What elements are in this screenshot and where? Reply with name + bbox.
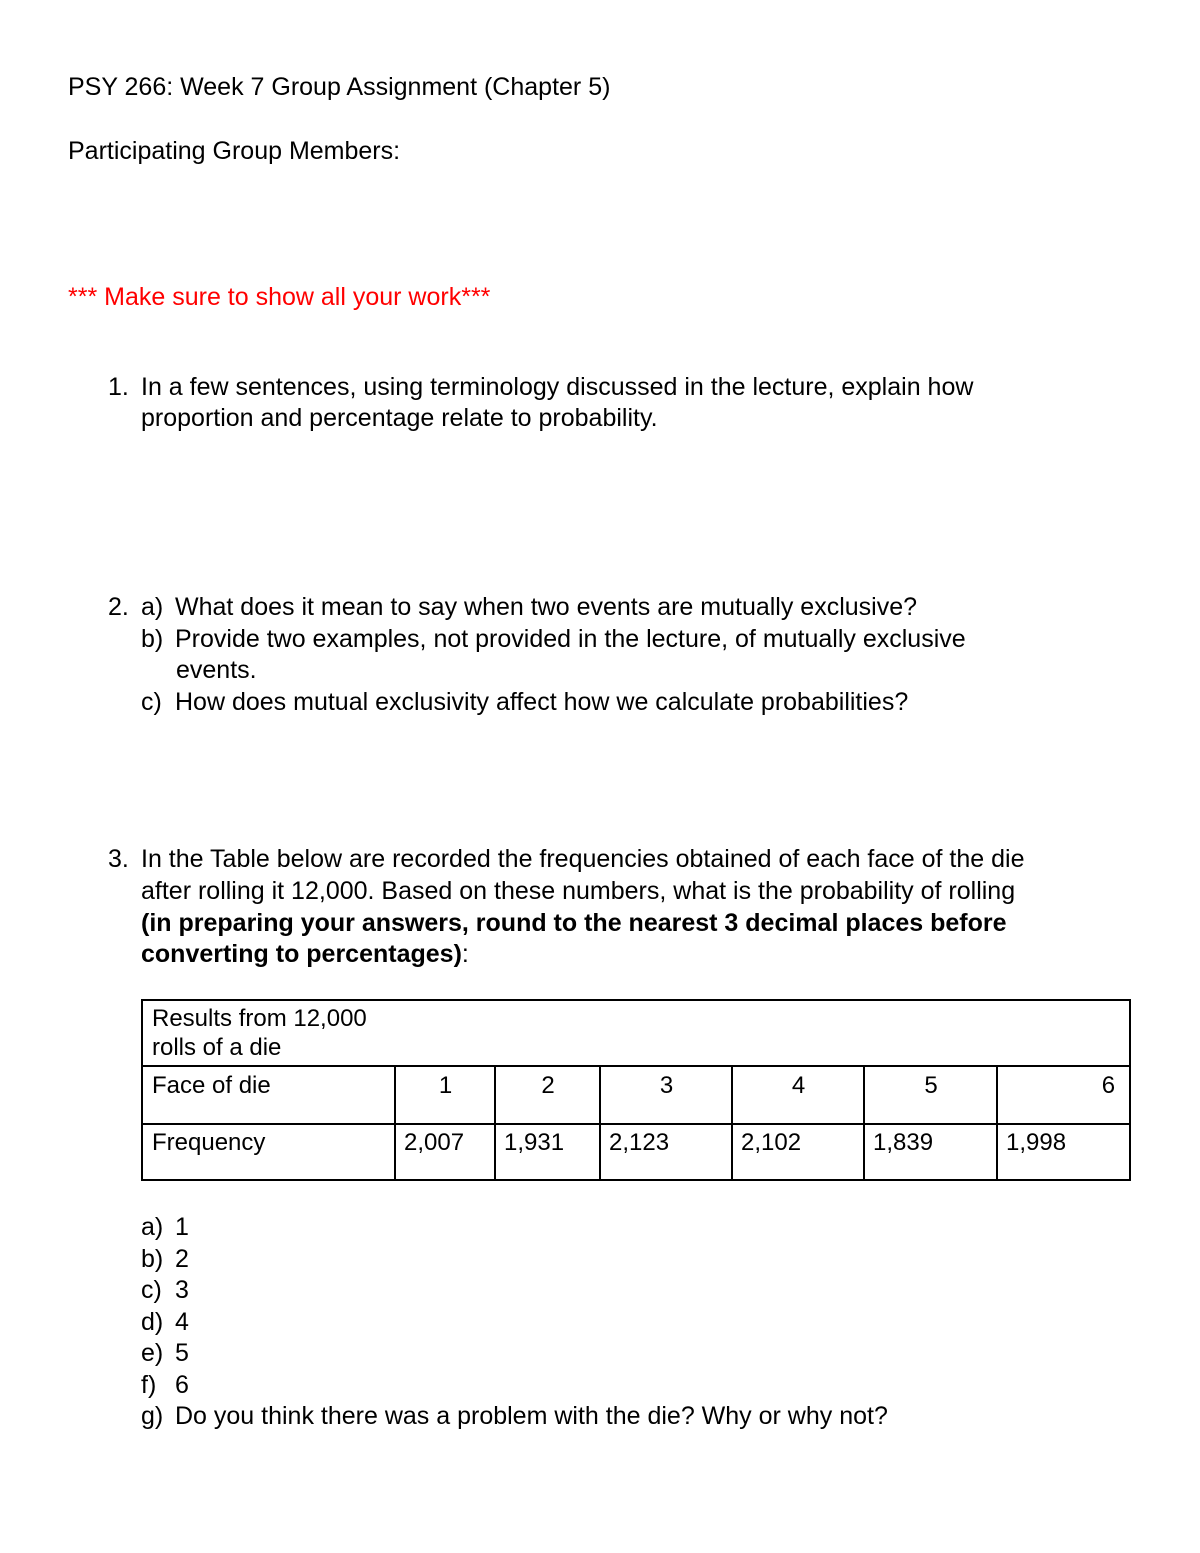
question-3a-label: a) [141, 1213, 164, 1241]
question-3c [141, 1275, 189, 1306]
question-2a [141, 592, 917, 623]
face-5-cell: 5 [864, 1066, 997, 1124]
question-2b-text-continued: events. [176, 656, 257, 684]
question-3b-label: b) [141, 1245, 164, 1273]
question-3-number: 3. [108, 845, 129, 873]
show-work-warning: *** Make sure to show all your work*** [68, 283, 491, 311]
frequency-5-cell: 1,839 [864, 1124, 997, 1180]
question-3-bold-line-2: converting to percentages) [141, 940, 462, 968]
face-6-cell: 6 [997, 1066, 1130, 1124]
question-3a [141, 1212, 189, 1243]
question-3g-label: g) [141, 1402, 164, 1430]
question-3-bold-line-2-wrap [141, 939, 469, 970]
die-frequency-table [141, 999, 1131, 1181]
question-2-number: 2. [108, 593, 129, 621]
question-3b [141, 1244, 189, 1275]
question-2a-text: What does it mean to say when two events are mutually exclusive? [175, 593, 918, 621]
page-title: PSY 266: Week 7 Group Assignment (Chapter 5) [68, 73, 611, 101]
table-caption-line-1: Results from 12,000 [152, 1005, 367, 1032]
table-caption-cell [142, 1000, 1130, 1066]
face-4-cell: 4 [732, 1066, 864, 1124]
question-3e [141, 1338, 189, 1369]
question-3f [141, 1370, 189, 1401]
question-3d-label: d) [141, 1308, 164, 1336]
table-caption-row [142, 1000, 1130, 1066]
question-2b-label: b) [141, 625, 164, 653]
face-3-cell: 3 [600, 1066, 732, 1124]
question-3f-label: f) [141, 1371, 157, 1399]
face-2-cell: 2 [495, 1066, 600, 1124]
face-1-cell: 1 [395, 1066, 495, 1124]
table-face-row [142, 1066, 1130, 1124]
question-1-text: In a few sentences, using terminology discussed in the lecture, explain how proportion and percentage relate to probability. [141, 373, 974, 432]
question-2c [141, 687, 908, 718]
question-2c-text: How does mutual exclusivity affect how we calculate probabilities? [175, 688, 909, 716]
question-3e-label: e) [141, 1339, 164, 1367]
question-3-bold-line-1: (in preparing your answers, round to the nearest 3 decimal places before [141, 909, 1007, 937]
face-label-cell: Face of die [142, 1066, 395, 1124]
table-frequency-row [142, 1124, 1130, 1180]
group-members-label: Participating Group Members: [68, 137, 401, 165]
frequency-3-cell: 2,123 [600, 1124, 732, 1180]
question-3a-text: 1 [175, 1213, 189, 1241]
question-1-number: 1. [108, 373, 129, 401]
question-2b-text: Provide two examples, not provided in the lecture, of mutually exclusive [175, 625, 966, 653]
question-2b [141, 624, 966, 655]
frequency-2-cell: 1,931 [495, 1124, 600, 1180]
question-3g-text: Do you think there was a problem with the die? Why or why not? [175, 1402, 888, 1430]
table-caption-line-2: rolls of a die [152, 1034, 282, 1061]
frequency-1-cell: 2,007 [395, 1124, 495, 1180]
frequency-label-cell: Frequency [142, 1124, 395, 1180]
frequency-4-cell: 2,102 [732, 1124, 864, 1180]
question-3e-text: 5 [175, 1339, 189, 1367]
question-3c-label: c) [141, 1276, 162, 1304]
question-2c-label: c) [141, 688, 162, 716]
question-3d-text: 4 [175, 1308, 189, 1336]
frequency-6-cell: 1,998 [997, 1124, 1130, 1180]
question-3-colon: : [461, 940, 469, 968]
question-3b-text: 2 [175, 1245, 189, 1273]
question-2a-label: a) [141, 593, 164, 621]
question-3g [141, 1401, 888, 1432]
question-3f-text: 6 [175, 1371, 189, 1399]
question-3c-text: 3 [175, 1276, 189, 1304]
question-3d [141, 1307, 189, 1338]
question-3-line-1: In the Table below are recorded the frequencies obtained of each face of the die [141, 845, 1025, 873]
question-3-line-2: after rolling it 12,000. Based on these numbers, what is the probability of rolling [141, 877, 1016, 905]
